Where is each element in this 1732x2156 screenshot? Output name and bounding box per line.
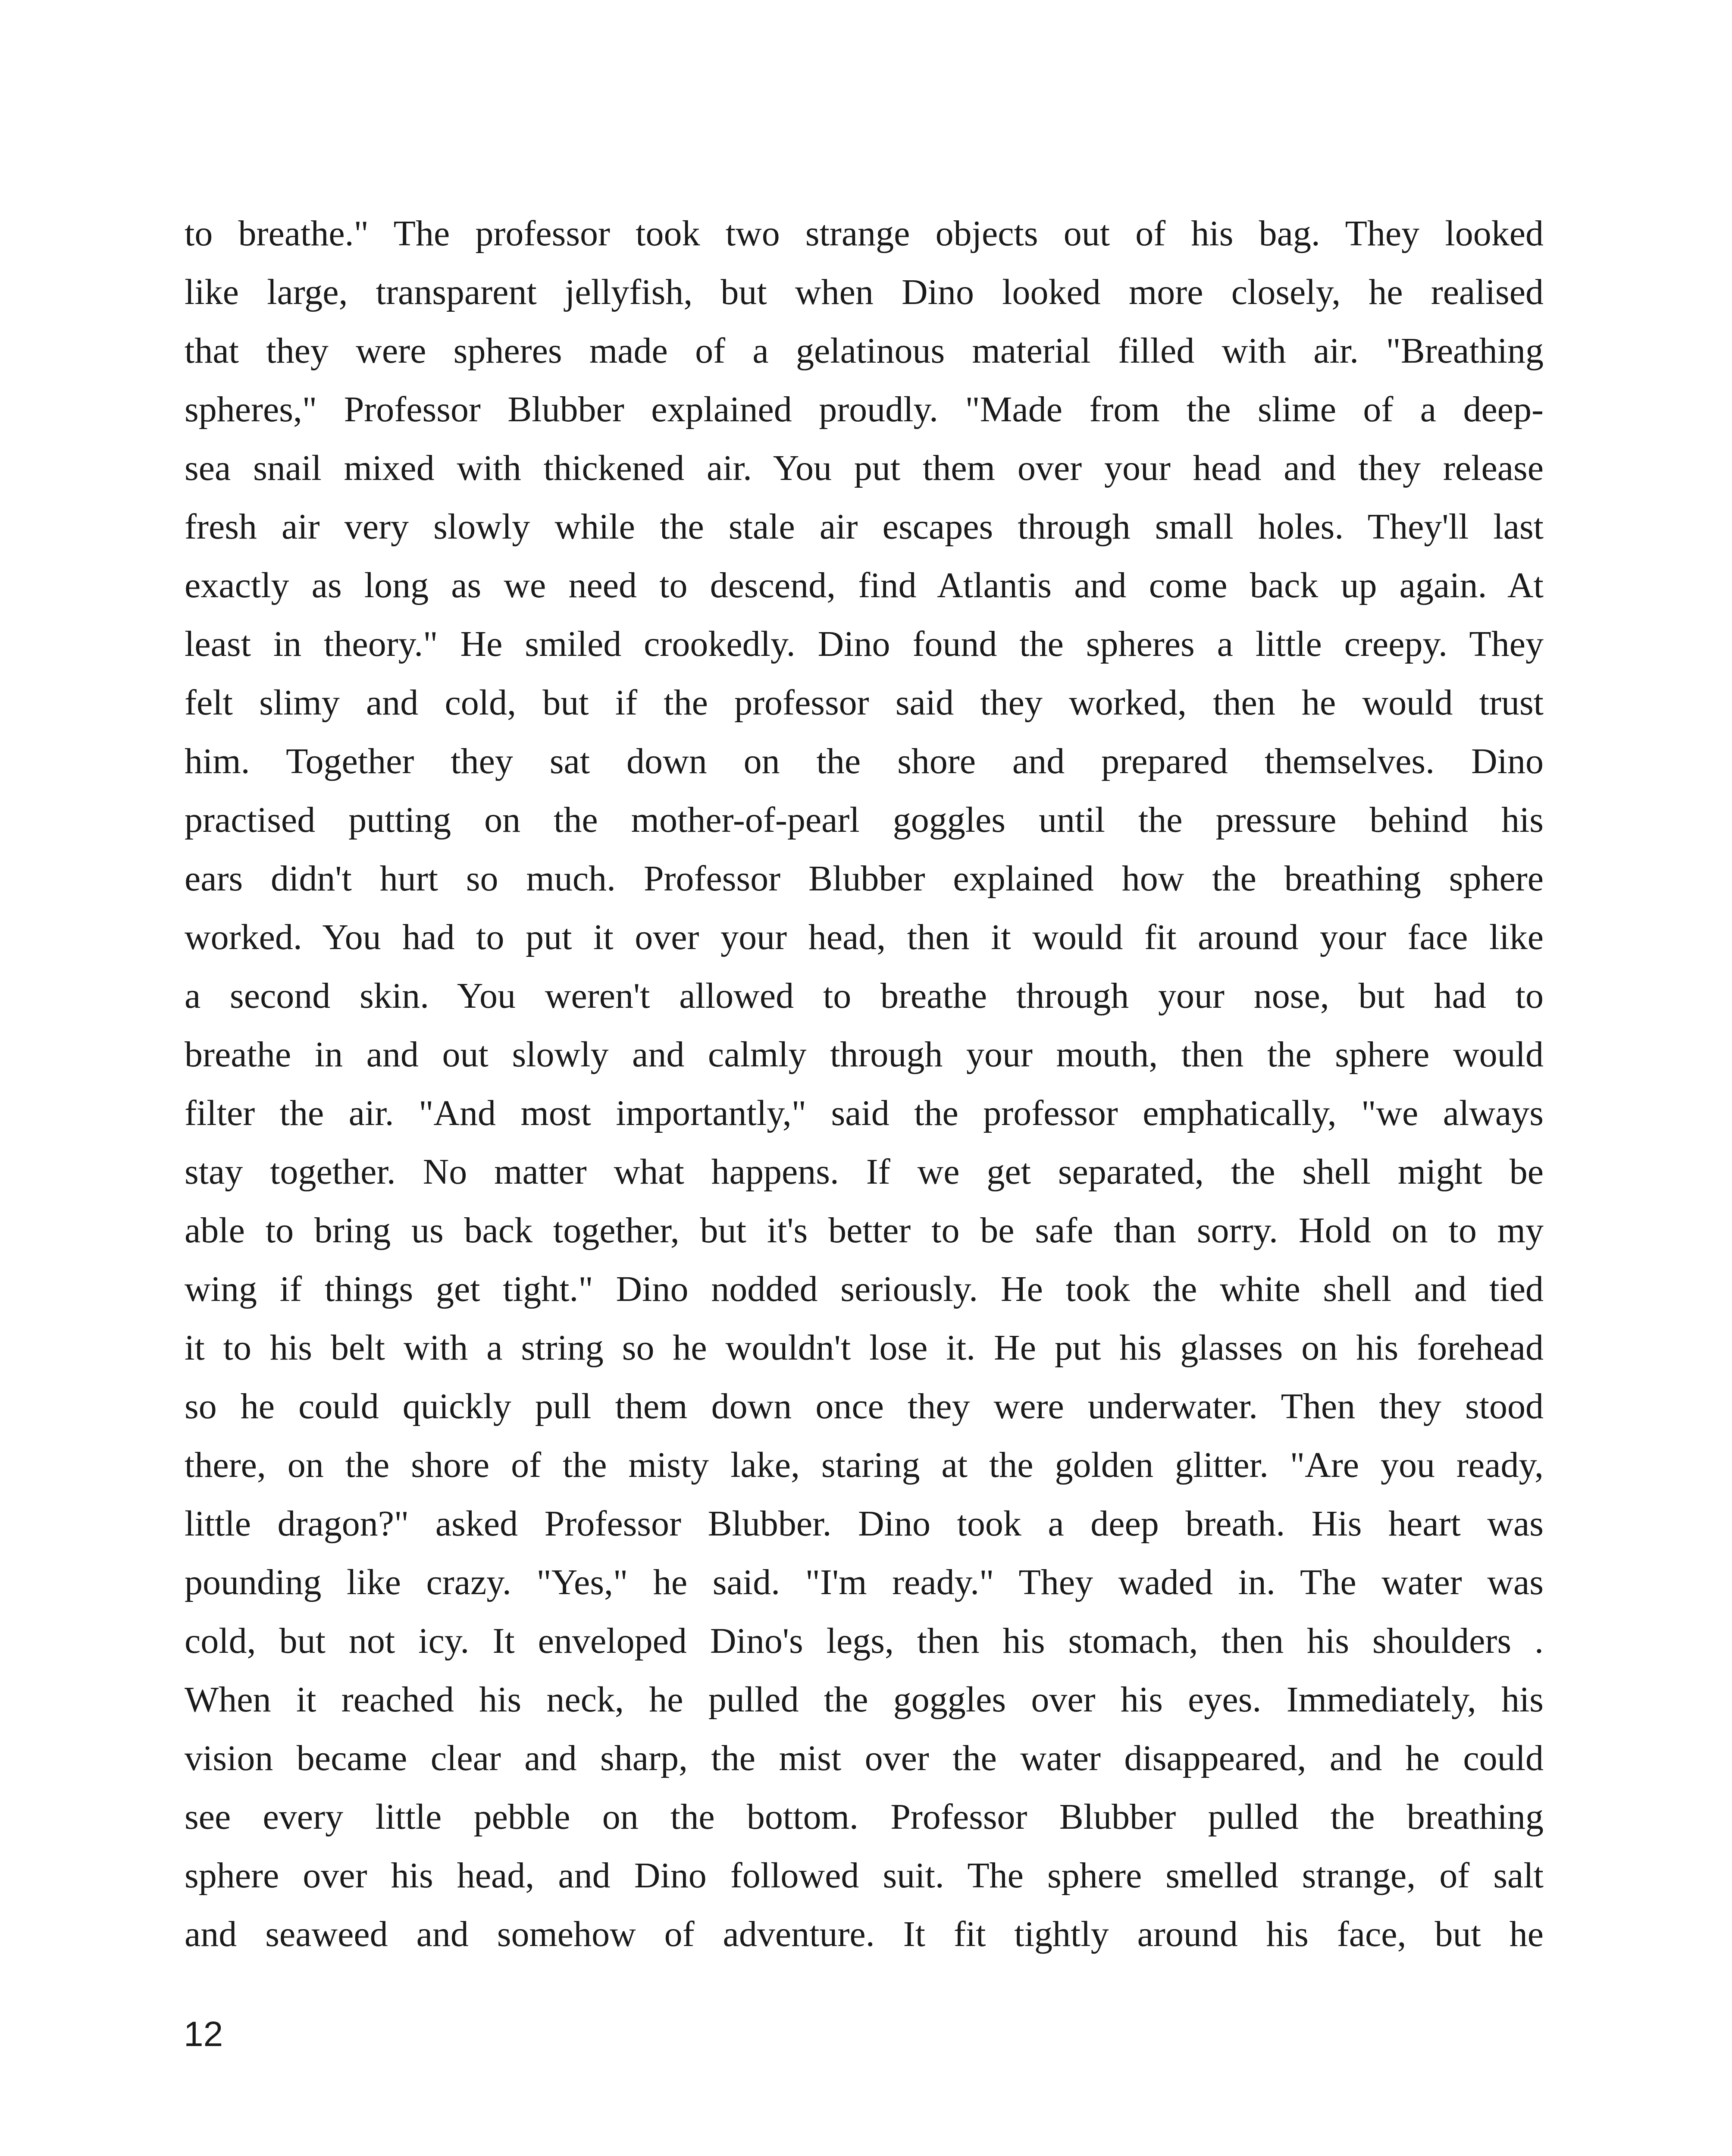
text-line: practised putting on the mother-of-pearl goggles until the pressure behind his bbox=[185, 800, 1544, 840]
text-line: ears didn't hurt so much. Professor Blubber explained how the breathing sphere bbox=[185, 859, 1544, 899]
text-line: so he could quickly pull them down once they were underwater. Then they stood bbox=[185, 1386, 1544, 1426]
text-line: filter the air. "And most importantly," said the professor emphatically, "we always bbox=[185, 1093, 1544, 1133]
text-line: a second skin. You weren't allowed to breathe through your nose, but had to bbox=[185, 976, 1544, 1016]
text-line: breathe in and out slowly and calmly through your mouth, then the sphere would bbox=[185, 1034, 1544, 1075]
text-line: exactly as long as we need to descend, find Atlantis and come back up again. At bbox=[185, 565, 1544, 605]
text-line: there, on the shore of the misty lake, staring at the golden glitter. "Are you ready, bbox=[185, 1445, 1544, 1485]
body-text bbox=[185, 204, 1544, 1964]
text-line: When it reached his neck, he pulled the goggles over his eyes. Immediately, his bbox=[185, 1680, 1544, 1720]
text-line: to breathe." The professor took two strange objects out of his bag. They looked bbox=[185, 213, 1544, 254]
text-line: wing if things get tight." Dino nodded seriously. He took the white shell and tied bbox=[185, 1269, 1544, 1309]
page-number: 12 bbox=[184, 2015, 223, 2054]
text-line: little dragon?" asked Professor Blubber. Dino took a deep breath. His heart was bbox=[185, 1504, 1544, 1544]
text-line: it to his belt with a string so he wouldn't lose it. He put his glasses on his forehead bbox=[185, 1328, 1544, 1368]
text-line: like large, transparent jellyfish, but when Dino looked more closely, he realised bbox=[185, 272, 1544, 312]
text-line: pounding like crazy. "Yes," he said. "I'm ready." They waded in. The water was bbox=[185, 1562, 1544, 1602]
text-line: stay together. No matter what happens. If we get separated, the shell might be bbox=[185, 1152, 1544, 1192]
text-line: vision became clear and sharp, the mist over the water disappeared, and he could bbox=[185, 1738, 1544, 1778]
text-line: him. Together they sat down on the shore and prepared themselves. Dino bbox=[185, 741, 1544, 781]
text-line: able to bring us back together, but it's better to be safe than sorry. Hold on to my bbox=[185, 1210, 1544, 1250]
text-line: worked. You had to put it over your head, then it would fit around your face like bbox=[185, 917, 1544, 957]
text-line: and seaweed and somehow of adventure. It fit tightly around his face, but he bbox=[185, 1914, 1544, 1954]
text-line: cold, but not icy. It enveloped Dino's legs, then his stomach, then his shoulders . bbox=[185, 1621, 1544, 1661]
text-line: sphere over his head, and Dino followed suit. The sphere smelled strange, of salt bbox=[185, 1855, 1544, 1896]
text-line: that they were spheres made of a gelatinous material filled with air. "Breathing bbox=[185, 331, 1544, 371]
text-line: felt slimy and cold, but if the professor said they worked, then he would trust bbox=[185, 683, 1544, 723]
text-line: fresh air very slowly while the stale air escapes through small holes. They'll last bbox=[185, 507, 1544, 547]
text-line: sea snail mixed with thickened air. You put them over your head and they release bbox=[185, 448, 1544, 488]
text-line: least in theory." He smiled crookedly. Dino found the spheres a little creepy. They bbox=[185, 624, 1544, 664]
text-line: spheres," Professor Blubber explained proudly. "Made from the slime of a deep- bbox=[185, 389, 1544, 429]
text-line: see every little pebble on the bottom. Professor Blubber pulled the breathing bbox=[185, 1797, 1544, 1837]
